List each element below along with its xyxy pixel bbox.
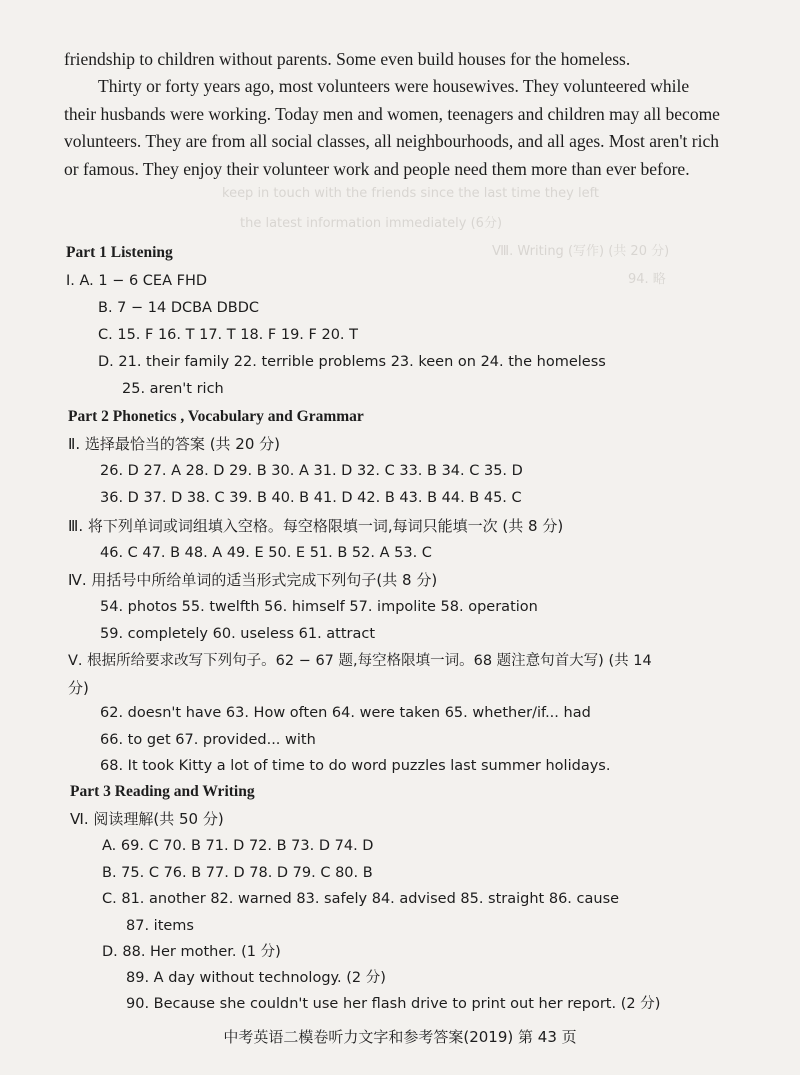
section-4-title: Ⅳ. 用括号中所给单词的适当形式完成下列句子(共 8 分) [68, 571, 438, 589]
part1-heading: Part 1 Listening [66, 244, 173, 261]
bleed-through-line-4: 94. 略 [628, 272, 666, 287]
part1-section-d-line1: D. 21. their family 22. terrible problems 23. keen on 24. the homeless [98, 354, 606, 370]
bleed-through-line-2: the latest information immediately (6分) [240, 216, 503, 231]
section-6-part-d-line3: 90. Because she couldn't use her flash drive to print out her report. (2 分) [126, 996, 661, 1012]
section-5-title-continued: 分) [68, 679, 89, 697]
section-6-part-c-line2: 87. items [126, 918, 194, 934]
section-2-answers-row2: 36. D 37. D 38. C 39. B 40. B 41. D 42. B 43. B 44. B 45. C [100, 490, 522, 506]
section-2-answers-row1: 26. D 27. A 28. D 29. B 30. A 31. D 32. C 33. B 34. C 35. D [100, 463, 523, 479]
section-5-title: Ⅴ. 根据所给要求改写下列句子。62 − 67 题,每空格限填一词。68 题注意句首大写) (共 14 [68, 653, 652, 669]
part1-section-d-line2: 25. aren't rich [122, 381, 224, 397]
section-5-answers-row3: 68. It took Kitty a lot of time to do word puzzles last summer holidays. [100, 758, 611, 774]
section-3-answers: 46. C 47. B 48. A 49. E 50. E 51. B 52. A 53. C [100, 545, 432, 561]
part1-section-b: B. 7 − 14 DCBA DBDC [98, 300, 259, 316]
part1-section-a: Ⅰ. A. 1 − 6 CEA FHD [66, 273, 208, 289]
section-6-part-b: B. 75. C 76. B 77. D 78. D 79. C 80. B [102, 865, 373, 881]
part2-heading: Part 2 Phonetics , Vocabulary and Grammar [68, 408, 364, 425]
section-5-answers-row1: 62. doesn't have 63. How often 64. were taken 65. whether/if... had [100, 705, 591, 721]
section-6-part-d-line2: 89. A day without technology. (2 分) [126, 970, 386, 986]
section-6-part-c-line1: C. 81. another 82. warned 83. safely 84. advised 85. straight 86. cause [102, 891, 620, 907]
section-2-title: Ⅱ. 选择最恰当的答案 (共 20 分) [68, 435, 281, 453]
part3-heading: Part 3 Reading and Writing [70, 783, 255, 800]
part1-section-c: C. 15. F 16. T 17. T 18. F 19. F 20. T [98, 327, 358, 343]
section-6-part-a: A. 69. C 70. B 71. D 72. B 73. D 74. D [102, 838, 374, 854]
section-3-title: Ⅲ. 将下列单词或词组填入空格。每空格限填一词,每词只能填一次 (共 8 分) [68, 517, 564, 535]
passage-paragraph-text: Thirty or forty years ago, most volunteers were housewives. They volunteered while their husbands were working. Today men and women, teenagers and children may all become volunteers. They are from all social classes, all neighbourhoods, and all ages. Most aren't rich or famous. They enjoy their volunteer work and people need them more than ever before. [64, 76, 720, 179]
section-4-answers-row1: 54. photos 55. twelfth 56. himself 57. impolite 58. operation [100, 599, 538, 615]
bleed-through-line-1: keep in touch with the friends since the last time they left [222, 186, 600, 201]
section-6-title: Ⅵ. 阅读理解(共 50 分) [70, 810, 224, 828]
section-5-answers-row2: 66. to get 67. provided... with [100, 732, 316, 748]
passage-paragraph [64, 73, 724, 183]
page-footer: 中考英语二模卷听力文字和参考答案(2019) 第 43 页 [223, 1028, 577, 1046]
bleed-through-line-3: Ⅷ. Writing (写作) (共 20 分) [492, 244, 670, 259]
passage-first-line: friendship to children without parents. Some even build houses for the homeless. [64, 49, 631, 69]
section-4-answers-row2: 59. completely 60. useless 61. attract [100, 626, 376, 642]
section-6-part-d-line1: D. 88. Her mother. (1 分) [102, 944, 281, 960]
